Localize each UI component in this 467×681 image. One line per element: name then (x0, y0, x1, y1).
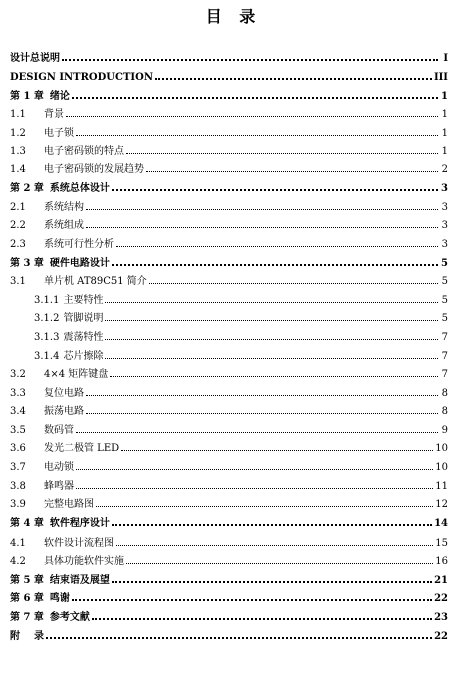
toc-entry-text: 管脚说明 (63, 313, 104, 324)
toc-dot-leader (86, 413, 438, 414)
toc-entry[interactable] (10, 474, 448, 492)
toc-dot-leader (116, 545, 433, 546)
toc-entry-number: 3.7 (10, 462, 26, 473)
toc-entry-text: 电子密码锁的发展趋势 (44, 164, 144, 175)
toc-entry-text: 系统结构 (44, 202, 84, 213)
toc-entry-label (10, 627, 45, 642)
toc-page-number: 10 (435, 462, 448, 473)
toc-entry-text: 背景 (44, 109, 64, 120)
toc-entry-text: 震荡特性 (63, 332, 104, 343)
toc-entry-number: 第 5 章 (10, 575, 44, 586)
toc-entry[interactable] (10, 139, 448, 157)
toc-entry[interactable] (10, 586, 448, 604)
toc-entry-number: 3.2 (10, 369, 26, 380)
toc-entry-label (10, 495, 95, 510)
toc-entry-label (10, 402, 85, 417)
toc-entry-label (10, 458, 75, 473)
toc-entry-label (10, 571, 111, 586)
toc-entry[interactable] (10, 362, 448, 380)
toc-page-number: 1 (441, 128, 448, 139)
toc-page-number: 10 (435, 443, 448, 454)
toc-dot-leader (146, 171, 438, 172)
toc-page-number: 12 (435, 499, 448, 510)
toc-entry-text: 软件设计流程图 (44, 538, 114, 549)
toc-entry[interactable] (10, 399, 448, 417)
toc-dot-leader (62, 59, 438, 61)
toc-entry-label (34, 347, 104, 362)
toc-page-number: 22 (434, 593, 448, 604)
toc-entry-label (10, 514, 111, 529)
toc-entry[interactable] (10, 436, 448, 454)
toc-entry-text: 参考文献 (49, 612, 90, 623)
toc-page-number: 1 (441, 109, 448, 120)
toc-entry-text: 芯片擦除 (63, 351, 104, 362)
toc-page-number: 7 (441, 351, 448, 362)
toc-dot-leader (72, 599, 432, 601)
toc-entry[interactable] (10, 549, 448, 567)
toc-entry-label (10, 179, 111, 194)
toc-entry[interactable] (10, 121, 448, 139)
toc-entry-number: 1.1 (10, 109, 26, 120)
toc-entry-label (10, 421, 75, 436)
toc-entry-number: 3.5 (10, 425, 26, 436)
toc-dot-leader (112, 264, 438, 266)
toc-dot-leader (76, 432, 438, 433)
toc-entry-number: 第 6 章 (10, 593, 44, 604)
toc-entry-label (10, 552, 125, 567)
toc-entry-text: 设计总说明 (10, 53, 60, 64)
toc-dot-leader (155, 78, 432, 80)
toc-entry-text: 电子锁 (44, 128, 74, 139)
toc-entry-number: 第 7 章 (10, 612, 44, 623)
toc-entry-text: 软件程序设计 (49, 518, 110, 529)
toc-dot-leader (86, 227, 438, 228)
toc-dot-leader (112, 189, 438, 191)
toc-entry[interactable] (10, 46, 448, 64)
toc-entry-label (10, 160, 145, 175)
toc-entry[interactable] (10, 232, 448, 250)
toc-entry-label (10, 589, 71, 604)
toc-entry[interactable] (10, 84, 448, 102)
toc-dot-leader (149, 283, 438, 284)
toc-entry-text: 具体功能软件实施 (44, 556, 124, 567)
toc-entry-label (34, 328, 104, 343)
toc-entry-label (10, 87, 71, 102)
toc-entry-text: 主要特性 (63, 295, 104, 306)
toc-entry[interactable] (10, 213, 448, 231)
toc-entry[interactable] (10, 531, 448, 549)
toc-dot-leader (105, 358, 438, 359)
toc-entry-number: 1.2 (10, 128, 26, 139)
toc-page-number: 23 (434, 612, 448, 623)
toc-entry-text: 蜂鸣器 (44, 481, 74, 492)
toc-entry-number: 第 2 章 (10, 183, 44, 194)
toc-entry-text: 4×4 矩阵键盘 (44, 369, 109, 380)
toc-page-number: 16 (435, 556, 448, 567)
toc-dot-leader (92, 618, 432, 620)
toc-entry[interactable] (10, 381, 448, 399)
toc-page-number: 8 (441, 406, 448, 417)
toc-entry-number: 第 4 章 (10, 518, 44, 529)
toc-page-number: 15 (435, 538, 448, 549)
toc-entry-number: 4.1 (10, 538, 26, 549)
toc-page-number: 5 (441, 295, 448, 306)
toc-entry-label (10, 72, 154, 83)
toc-dot-leader (76, 488, 433, 489)
toc-entry-number: 1.3 (10, 146, 26, 157)
toc-entry-text: 鸣谢 (49, 593, 70, 604)
toc-page-number: 9 (441, 425, 448, 436)
toc-entry-label (10, 49, 61, 64)
toc-entry-label (10, 439, 120, 454)
toc-dot-leader (112, 524, 432, 526)
toc-page-number: 11 (435, 481, 448, 492)
toc-entry-text: 电子密码锁的特点 (44, 146, 124, 157)
toc-dot-leader (112, 581, 432, 583)
toc-entry-label (10, 608, 91, 623)
toc-dot-leader (86, 209, 438, 210)
toc-dot-leader (46, 637, 432, 639)
toc-page-number: 8 (441, 388, 448, 399)
toc-entry[interactable] (34, 306, 448, 324)
toc-entry-number: 第 1 章 (10, 91, 44, 102)
toc-page-number: 1 (441, 146, 448, 157)
toc-dot-leader (121, 450, 433, 451)
toc-dot-leader (105, 339, 438, 340)
toc-dot-leader (116, 246, 438, 247)
toc-entry[interactable] (34, 344, 448, 362)
toc-dot-leader (96, 506, 433, 507)
toc-entry[interactable] (10, 605, 448, 623)
toc-entry-label (10, 216, 85, 231)
toc-entry-number: 3.1.2 (34, 313, 60, 324)
toc-entry-number: 2.3 (10, 239, 26, 250)
toc-page-number: 2 (441, 164, 448, 175)
toc-entry-text: 单片机 AT89C51 简介 (44, 276, 147, 287)
toc-entry-number: 第 3 章 (10, 258, 44, 269)
toc-entry-number: 1.4 (10, 164, 26, 175)
toc-page-number: 5 (441, 313, 448, 324)
toc-entry-text: 绪论 (49, 91, 70, 102)
toc-dot-leader (66, 116, 438, 117)
toc-entry[interactable] (10, 511, 448, 529)
toc-entry-label (10, 124, 75, 139)
toc-dot-leader (110, 376, 438, 377)
toc-page-number: 1 (441, 91, 448, 102)
toc-entry-number: 3.1 (10, 276, 26, 287)
toc-title: 目 录 (205, 7, 262, 26)
toc-entry-number: 3.3 (10, 388, 26, 399)
toc-page-number: 3 (441, 202, 448, 213)
toc-entry-number: 2.2 (10, 220, 26, 231)
toc-page-number: III (433, 72, 448, 83)
toc-page-number: 21 (434, 575, 448, 586)
toc-entry[interactable] (10, 492, 448, 510)
toc-entry[interactable] (34, 288, 448, 306)
toc-entry-text: 完整电路图 (44, 499, 94, 510)
toc-page-number: 7 (441, 369, 448, 380)
toc-entry-text: 录 (34, 631, 44, 642)
toc-entry[interactable] (10, 269, 448, 287)
toc-entry-text: 复位电路 (44, 388, 84, 399)
toc-page-number: 22 (434, 631, 448, 642)
toc-page-number: 7 (441, 332, 448, 343)
toc-entry-number: 3.1.1 (34, 295, 60, 306)
toc-dot-leader (126, 153, 438, 154)
toc-page-number: I (443, 53, 448, 64)
toc-entry-text: 硬件电路设计 (49, 258, 110, 269)
toc-entry[interactable] (10, 65, 448, 83)
toc-entry-label (10, 365, 109, 380)
toc-entry-text: 系统组成 (44, 220, 84, 231)
toc-entry-number: 3.8 (10, 481, 26, 492)
toc-entry-label (34, 291, 104, 306)
toc-entry-text: 发光二极管 LED (44, 443, 120, 454)
toc-entry[interactable] (10, 195, 448, 213)
toc-entry[interactable] (10, 568, 448, 586)
toc-entry-number: 3.1.4 (34, 351, 60, 362)
toc-entry[interactable] (10, 418, 448, 436)
toc-dot-leader (126, 563, 433, 564)
toc-entry-label (10, 272, 148, 287)
toc-entry-label (10, 198, 85, 213)
toc-entry-number: 附 (10, 631, 20, 642)
toc-dot-leader (86, 395, 438, 396)
toc-entry[interactable] (10, 251, 448, 269)
toc-entry[interactable] (10, 102, 448, 120)
toc-page-number: 3 (441, 220, 448, 231)
toc-entry-label (10, 105, 65, 120)
toc-entry-number: 3.1.3 (34, 332, 60, 343)
toc-entry-label (10, 477, 75, 492)
toc-entry-label (34, 309, 104, 324)
toc-entry-text: 振荡电路 (44, 406, 84, 417)
toc-dot-leader (72, 97, 438, 99)
toc-entry[interactable] (10, 176, 448, 194)
toc-entry[interactable] (34, 325, 448, 343)
toc-page-number: 5 (441, 258, 448, 269)
toc-entry-label (10, 254, 111, 269)
toc-entry-number: 3.4 (10, 406, 26, 417)
toc-entry[interactable] (10, 624, 448, 642)
toc-entry-number: 3.9 (10, 499, 26, 510)
toc-page-number: 14 (434, 518, 448, 529)
toc-entry-label (10, 384, 85, 399)
toc-entry-text: 电动锁 (44, 462, 74, 473)
toc-entry-number: 3.6 (10, 443, 26, 454)
toc-entry-text: 系统可行性分析 (44, 239, 114, 250)
toc-entry-text: 结束语及展望 (49, 575, 110, 586)
toc-entry-number: 2.1 (10, 202, 26, 213)
toc-dot-leader (76, 469, 433, 470)
toc-entry-text: 数码管 (44, 425, 74, 436)
toc-page-number: 3 (441, 239, 448, 250)
toc-entry[interactable] (10, 455, 448, 473)
toc-entry-label (10, 235, 115, 250)
toc-page-number: 5 (441, 276, 448, 287)
toc-dot-leader (105, 320, 438, 321)
toc-dot-leader (105, 302, 438, 303)
toc-entry-label (10, 142, 125, 157)
toc-page-number: 3 (441, 183, 448, 194)
toc-entry-text: DESIGN INTRODUCTION (10, 72, 153, 83)
toc-entry-label (10, 534, 115, 549)
toc-entry-text: 系统总体设计 (49, 183, 110, 194)
toc-entry-number: 4.2 (10, 556, 26, 567)
toc-entry[interactable] (10, 157, 448, 175)
toc-dot-leader (76, 135, 438, 136)
